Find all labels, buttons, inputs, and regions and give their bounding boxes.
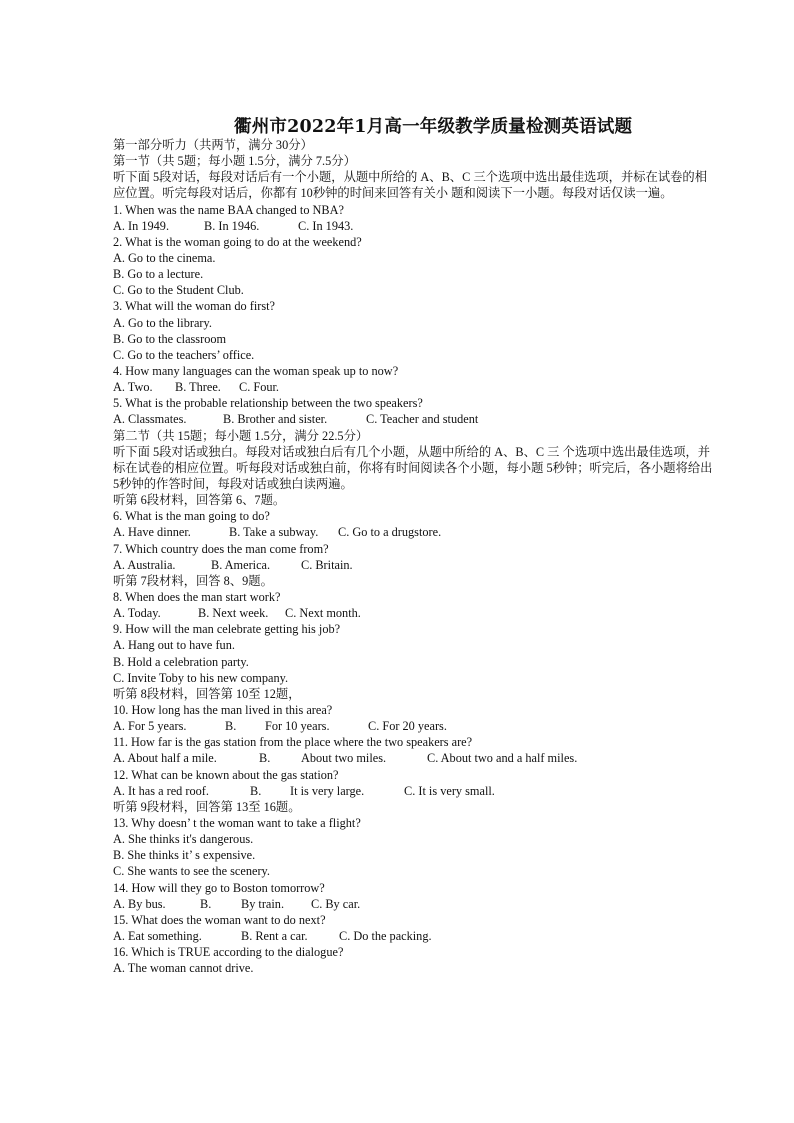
option-b: B. In 1946. [204,218,260,233]
question-5: 5. What is the probable relationship between the two speakers? [113,396,423,411]
option-c: C. Britain. [301,557,353,572]
question-14: 14. How will they go to Boston tomorrow? [113,880,325,895]
option-a: A. Two. [113,380,153,395]
option-b: B. Take a subway. [229,525,319,540]
options-14 [113,896,713,912]
material-heading: 听第 8段材料，回答第 10至 12题， [113,686,301,701]
section-instructions: 听下面 5段对话或独白。每段对话或独白后有几个小题，从题中所给的 A、B、C 三 个选项中选出最佳选项，并标在试卷的相应位置。听每段对话或独白前，你将有时间阅读各个小题，每小题 5秒钟；听完后，各小题将给出 5秒钟的作答时间，每段对话或独白读两遍。 [113,444,713,492]
exam-title: 衢州市2022年1月高一年级教学质量检测英语试题 [234,117,633,137]
question-8: 8. When does the man start work? [113,590,281,605]
material-heading: 听第 9段材料，回答第 13至 16题。 [113,799,301,814]
option-a: A. By bus. [113,896,166,911]
options-10 [113,718,713,734]
option-b: About two miles. [301,751,387,766]
option-b-letter: B. [250,783,262,798]
part-heading: 第一部分听力（共两节，满分 30分） [113,138,313,152]
option-b: It is very large. [290,783,365,798]
option-a: A. Australia. [113,557,176,572]
option-a: A. About half a mile. [113,751,217,766]
option-b: B. America. [211,557,271,572]
option-c: C. Go to the teachers’ office. [113,347,255,362]
option-b-letter: B. [259,751,271,766]
option-a: A. In 1949. [113,218,170,233]
question-9: 9. How will the man celebrate getting his job? [113,622,341,637]
section-instructions: 听下面 5段对话，每段对话后有一个小题，从题中所给的 A、B、C 三个选项中选出最佳选项，并标在试卷的相应位置。听完每段对话后，你都有 10秒钟的时间来回答有关小 题和阅读下一小题。每段对话仅读一遍。 [113,170,708,201]
option-b: B. Rent a car. [241,928,308,943]
option-a: A. Eat something. [113,928,202,943]
option-b: By train. [241,896,285,911]
option-c: C. Teacher and student [366,412,479,427]
option-c: C. About two and a half miles. [427,751,578,766]
option-c: C. It is very small. [404,783,495,798]
option-c: C. Four. [239,380,279,395]
option-a: A. The woman cannot drive. [113,961,254,976]
option-a: A. Today. [113,606,161,621]
option-b: B. Three. [175,380,221,395]
option-a: A. Classmates. [113,412,187,427]
question-15: 15. What does the woman want to do next? [113,912,326,927]
option-b: B. Brother and sister. [223,412,328,427]
option-b: B. Go to a lecture. [113,267,204,282]
option-c: C. Go to the Student Club. [113,283,244,298]
material-heading: 听第 6段材料，回答第 6、7题。 [113,493,286,508]
section-heading: 第一节（共 5题；每小题 1.5分，满分 7.5分） [113,154,356,169]
option-c: C. In 1943. [298,218,354,233]
question-4: 4. How many languages can the woman speak up to now? [113,364,399,378]
option-c: C. Do the packing. [339,928,432,943]
option-a: A. Hang out to have fun. [113,638,235,653]
options-4 [113,379,713,395]
options-7 [113,557,713,573]
question-13: 13. Why doesn’ t the woman want to take a flight? [113,815,361,830]
option-a: A. Have dinner. [113,525,191,540]
option-b: B. Next week. [198,606,269,621]
option-c: C. For 20 years. [368,719,447,734]
option-b-letter: B. [225,719,237,734]
options-6 [113,524,713,540]
options-8 [113,605,713,621]
question-1: 1. When was the name BAA changed to NBA? [113,202,344,217]
option-a: A. It has a red roof. [113,783,209,798]
options-5 [113,411,713,427]
section-heading: 第二节（共 15题；每小题 1.5分，满分 22.5分） [113,428,369,443]
option-c: C. Invite Toby to his new company. [113,670,289,685]
option-a: A. Go to the library. [113,315,212,330]
question-2: 2. What is the woman going to do at the weekend? [113,234,362,249]
option-c: C. She wants to see the scenery. [113,864,270,879]
options-12 [113,783,713,799]
option-b: For 10 years. [265,719,330,734]
question-3: 3. What will the woman do first? [113,299,275,314]
options-11 [113,750,713,766]
option-b-letter: B. [200,896,212,911]
options-1 [113,218,713,234]
question-16: 16. Which is TRUE according to the dialogue? [113,945,344,960]
question-12: 12. What can be known about the gas station? [113,767,339,782]
option-a: A. Go to the cinema. [113,251,216,266]
option-c: C. By car. [311,896,361,911]
option-c: C. Go to a drugstore. [338,525,442,540]
option-a: A. She thinks it's dangerous. [113,832,254,847]
option-a: A. For 5 years. [113,719,187,734]
exam-body [113,137,713,976]
option-b: B. Hold a celebration party. [113,654,249,669]
question-11: 11. How far is the gas station from the place where the two speakers are? [113,735,473,750]
option-c: C. Next month. [285,606,361,621]
options-15 [113,928,713,944]
question-6: 6. What is the man going to do? [113,509,270,524]
option-b: B. Go to the classroom [113,331,227,346]
material-heading: 听第 7段材料，回答 8、9题。 [113,573,273,588]
question-10: 10. How long has the man lived in this area? [113,703,333,717]
option-b: B. She thinks it’ s expensive. [113,848,256,863]
question-7: 7. Which country does the man come from? [113,541,329,556]
